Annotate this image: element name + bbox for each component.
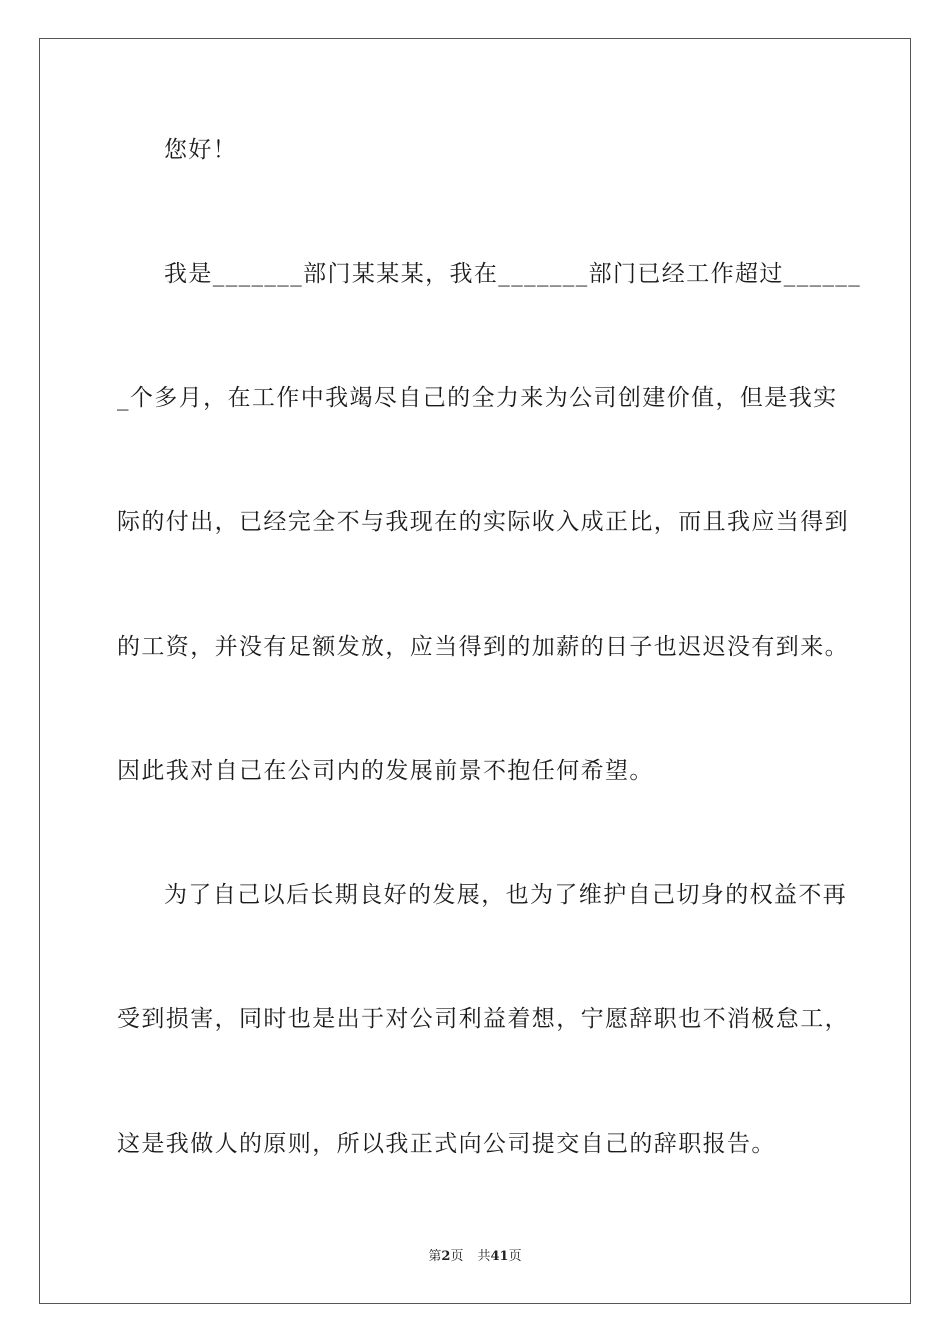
paragraph-line: _个多月，在工作中我竭尽自己的全力来为公司创建价值，但是我实: [117, 385, 838, 411]
total-pages: 41: [490, 1249, 509, 1264]
total-suffix: 页: [508, 1249, 522, 1264]
paragraph-line: 这是我做人的原则，所以我正式向公司提交自己的辞职报告。: [117, 1131, 776, 1157]
greeting-line: 您好！: [164, 137, 238, 163]
paragraph-line: 为了自己以后长期良好的发展，也为了维护自己切身的权益不再: [164, 882, 848, 908]
paragraph-line: 受到损害，同时也是出于对公司利益着想，宁愿辞职也不消极怠工，: [117, 1006, 849, 1032]
paragraph-line: 际的付出，已经完全不与我现在的实际收入成正比，而且我应当得到: [117, 509, 849, 535]
page-suffix: 页: [450, 1249, 464, 1264]
paragraph-line: 我是_______部门某某某，我在_______部门已经工作超过______: [164, 261, 862, 287]
page-border: [39, 38, 911, 1304]
page-number: 2: [441, 1249, 451, 1264]
paragraph-line: 因此我对自己在公司内的发展前景不抱任何希望。: [117, 758, 654, 784]
total-prefix: 共: [477, 1249, 491, 1264]
page-footer: [0, 1248, 950, 1266]
page-prefix: 第: [428, 1249, 442, 1264]
paragraph-line: 的工资，并没有足额发放，应当得到的加薪的日子也迟迟没有到来。: [117, 634, 849, 660]
